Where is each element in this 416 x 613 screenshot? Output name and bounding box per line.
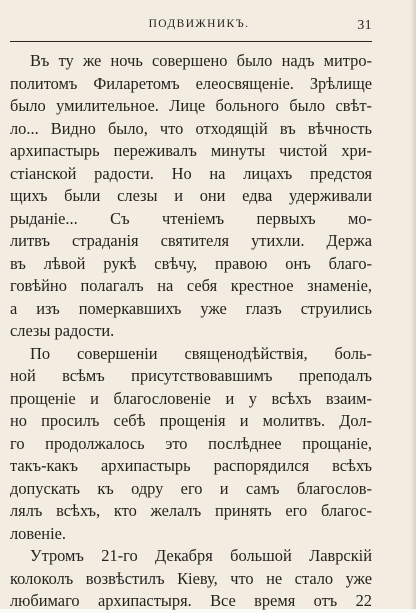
header-rule xyxy=(10,41,372,42)
text-line: политомъ Филаретомъ елеосвященіе. Зрѣлище xyxy=(10,73,372,93)
text-line: а изъ померкавшихъ уже глазъ струились xyxy=(10,298,372,318)
text-line: слезы радости. xyxy=(10,321,115,340)
text-line: лялъ всѣхъ, кто желалъ принять его благос- xyxy=(10,501,372,520)
text-line: было умилительное. Лице больного было свѣт- xyxy=(10,96,372,115)
text-line: прощеніе и благословеніе и у всѣхъ взаим- xyxy=(10,388,372,408)
text-line: литвъ страданія святителя утихли. Держа xyxy=(10,231,372,250)
text-line: допускать къ одру его и самъ благослов- xyxy=(10,478,372,498)
page-number: 31 xyxy=(357,17,372,32)
text-line: ло... Видно было, что отходящій въ вѣчность xyxy=(10,118,372,138)
text-line: любимаго архипастыря. Все время отъ 22 xyxy=(10,591,372,610)
running-head-title: ПОДВИЖНИКЪ. xyxy=(148,18,250,30)
text-line: рыданіе... Съ чтеніемъ первыхъ мо- xyxy=(10,208,372,228)
text-line: По совершеніи священодѣйствія, боль- xyxy=(30,343,372,363)
text-line: архипастырь переживалъ минуты чистой хри- xyxy=(10,141,372,160)
text-line: такъ-какъ архипастырь распорядился всѣхъ xyxy=(10,456,372,475)
text-line: Утромъ 21-го Декабря большой Лаврскій xyxy=(30,546,372,565)
text-line: ловеніе. xyxy=(10,523,66,543)
text-line: Въ ту же ночь совершено было надъ митро- xyxy=(30,51,372,70)
running-head xyxy=(10,16,372,36)
page-edge-shadow xyxy=(410,0,416,609)
text-line: стіанской радости. Но на лицахъ предстоя xyxy=(10,163,372,183)
text-line: го продолжалось это послѣднее прощаніе, xyxy=(10,433,372,453)
text-line: въ лѣвой рукѣ свѣчу, правою онъ благо- xyxy=(10,253,372,273)
text-line: говѣйно полагалъ на себя крестное знаменіе, xyxy=(10,276,372,295)
text-line: ной всѣмъ присутствовавшимъ преподалъ xyxy=(10,366,372,385)
text-line: колоколъ возвѣстилъ Кіеву, что не стало уже xyxy=(10,568,372,588)
text-line: но просилъ себѣ прощенія и молитвъ. Дол- xyxy=(10,411,372,430)
body-text xyxy=(10,50,372,613)
text-line: щихъ были слезы и они едва удерживали xyxy=(10,186,372,205)
